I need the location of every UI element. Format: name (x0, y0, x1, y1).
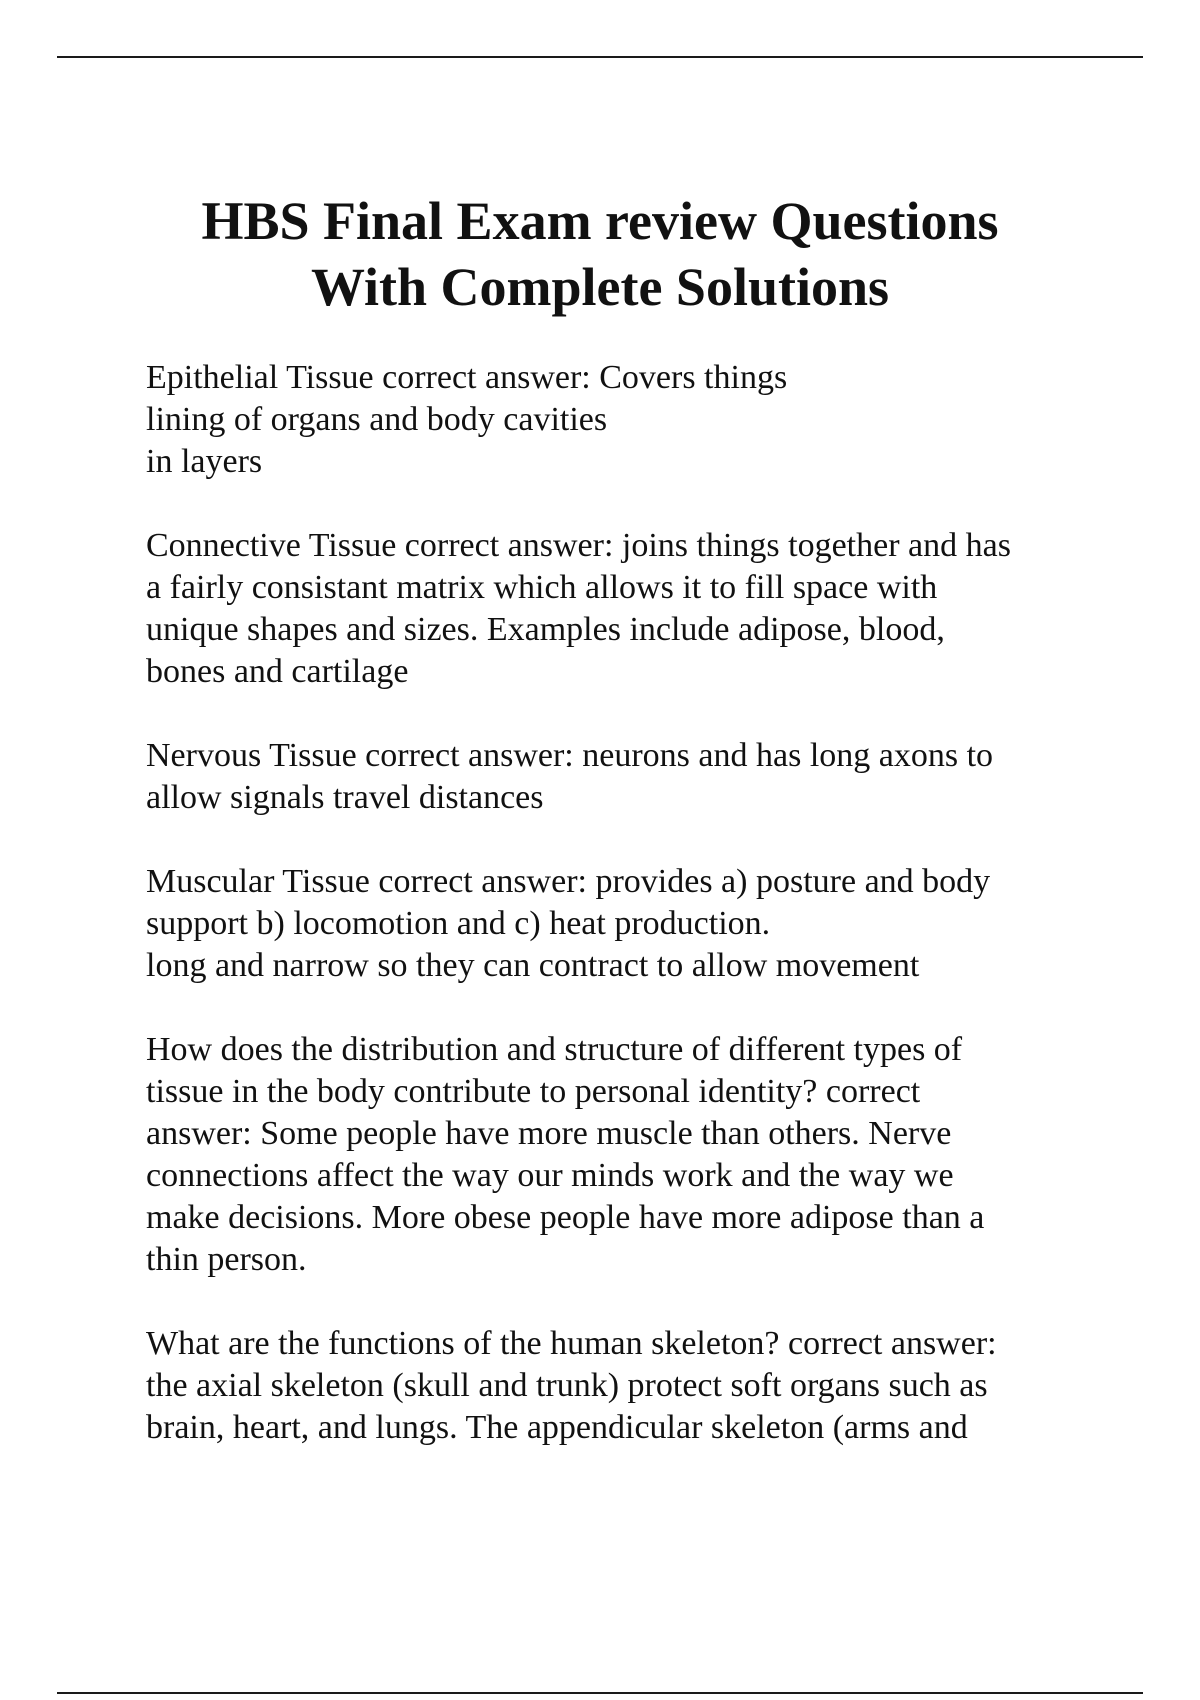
entry-line: the axial skeleton (skull and trunk) protect soft organs such as (146, 1367, 988, 1404)
entry-line: tissue in the body contribute to personal identity? correct (146, 1073, 921, 1110)
entry-line: brain, heart, and lungs. The appendicular skeleton (arms and (146, 1409, 968, 1446)
header-rule (57, 56, 1143, 58)
qa-entry-connective (146, 525, 1106, 693)
qa-entry-epithelial (146, 357, 1106, 483)
title-line: HBS Final Exam review Questions (201, 191, 999, 251)
entry-line: Nervous Tissue correct answer: neurons and has long axons to (146, 737, 994, 774)
entry-line: unique shapes and sizes. Examples include adipose, blood, (146, 611, 945, 648)
qa-entry-tissue-identity (146, 1029, 1106, 1281)
entry-line: thin person. (146, 1241, 307, 1278)
entry-line: connections affect the way our minds work and the way we (146, 1157, 954, 1194)
entry-line: long and narrow so they can contract to allow movement (146, 947, 920, 984)
entry-line: Muscular Tissue correct answer: provides a) posture and body (146, 863, 991, 900)
entry-line: Epithelial Tissue correct answer: Covers things (146, 359, 788, 396)
title-line: With Complete Solutions (310, 257, 890, 317)
entry-line: support b) locomotion and c) heat production. (146, 905, 771, 942)
entry-line: How does the distribution and structure of different types of (146, 1031, 963, 1068)
entry-line: answer: Some people have more muscle than others. Nerve (146, 1115, 952, 1152)
entry-line: lining of organs and body cavities (146, 401, 608, 438)
entry-line: bones and cartilage (146, 653, 409, 690)
entry-line: Connective Tissue correct answer: joins things together and has (146, 527, 1011, 564)
qa-entry-muscular (146, 861, 1106, 987)
document-title (100, 188, 1100, 320)
entry-line: a fairly consistant matrix which allows it to fill space with (146, 569, 938, 606)
footer-rule (57, 1692, 1143, 1694)
entry-line: make decisions. More obese people have more adipose than a (146, 1199, 985, 1236)
entry-line: allow signals travel distances (146, 779, 544, 816)
entry-line: in layers (146, 443, 263, 480)
qa-entry-nervous (146, 735, 1106, 819)
qa-entry-skeleton-functions (146, 1323, 1106, 1449)
document-body (146, 357, 1106, 1491)
entry-line: What are the functions of the human skeleton? correct answer: (146, 1325, 997, 1362)
